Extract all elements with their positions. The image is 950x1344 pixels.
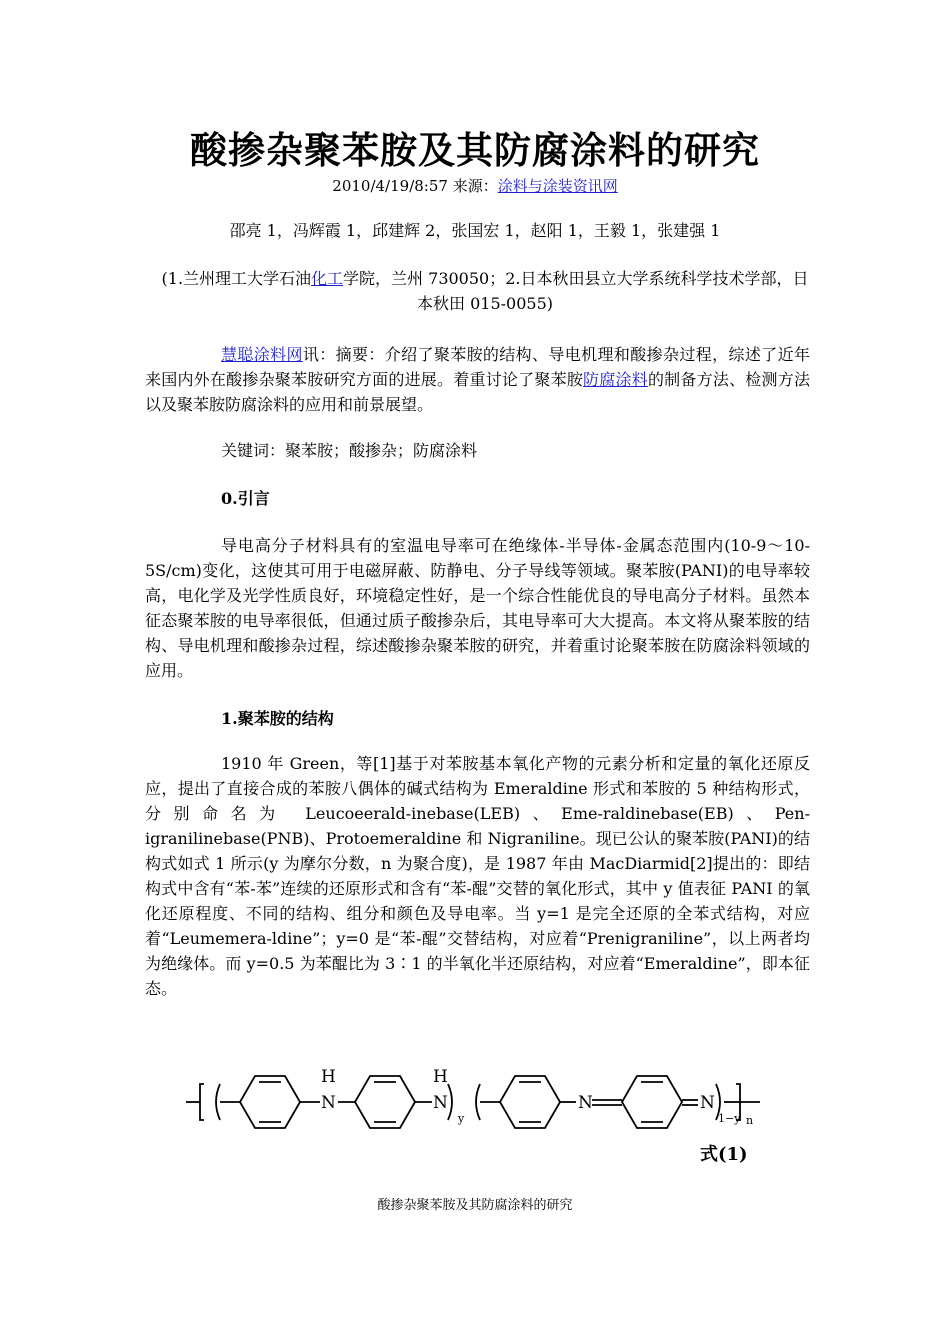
affiliation-part1: (1.兰州理工大学石油 <box>161 269 312 288</box>
abstract-paragraph <box>145 342 810 417</box>
polyaniline-structure-formula <box>180 1062 780 1172</box>
benzene-ring-3 <box>500 1076 560 1128</box>
article-meta <box>0 175 950 197</box>
nh-nitrogen-1: N <box>321 1093 336 1113</box>
author-list: 邵亮 1，冯辉霞 1，邱建辉 2，张国宏 1，赵阳 1，王毅 1，张建强 1 <box>229 221 721 240</box>
date-source-text: 2010/4/19/8:57 来源： <box>332 177 498 195</box>
benzene-ring-2 <box>355 1076 415 1128</box>
affiliation-part2: 学院，兰州 730050；2.日本秋田县立大学系统科学技术学部，日本秋田 015-0055) <box>343 269 809 313</box>
subscript-1-minus-y: 1−y <box>718 1112 741 1125</box>
subscript-n: n <box>746 1114 754 1127</box>
section-0-body: 导电高分子材料具有的室温电导率可在绝缘体-半导体-金属态范围内(10-9～10-5S/cm)变化，这使其可用于电磁屏蔽、防静电、分子导线等领域。聚苯胺(PANI)的电导率较高，电化学及光学性质良好，环境稳定性好，是一个综合性能优良的导电高分子材料。虽然本征态聚苯胺的电导率很低，但通过质子酸掺杂后，其电导率可大大提高。本文将从聚苯胺的结构、导电机理和酸掺杂过程，综述酸掺杂聚苯胺的研究，并着重讨论聚苯胺在防腐涂料领域的应用。 <box>145 536 810 680</box>
nh-hydrogen-1: H <box>321 1067 336 1087</box>
page-title: 酸掺杂聚苯胺及其防腐涂料的研究 <box>190 128 760 172</box>
affiliation <box>160 266 810 316</box>
keywords: 关键词：聚苯胺；酸掺杂；防腐涂料 <box>221 441 478 460</box>
anticorrosion-coatings-link[interactable]: 防腐涂料 <box>583 370 648 389</box>
nh-nitrogen-2: N <box>433 1093 448 1113</box>
benzene-ring-1 <box>240 1076 300 1128</box>
formula-label: 式(1) <box>700 1144 748 1165</box>
imine-nitrogen-2: N <box>700 1093 715 1113</box>
section-1-body: 1910 年 Green，等[1]基于对苯胺基本氧化产物的元素分析和定量的氧化还原反应，提出了直接合成的苯胺八偶体的碱式结构为 Emeraldine 形式和苯胺的 5 种结构形式，分别命名为 Leucoeerald-inebase(LEB)、Eme-raldinebase(EB)、Pen-igranilinebase(PNB)、Protoemeraldine 和 Nigraniline。现已公认的聚苯胺(PANI)的结构式如式 1 所示(y 为摩尔分数，n 为聚合度)，是 1987 年由 MacDiarmid[2]提出的：即结构式中含有“苯-苯”连续的还原形式和含有“苯-醌”交替的氧化形式，其中 y 值表征 PANI 的氧化还原程度、不同的结构、组分和颜色及导电率。当 y=1 是完全还原的全苯式结构，对应着“Leumemera-ldine”；y=0 是“苯-醌”交替结构，对应着“Prenigraniline”，以上两者均为绝缘体。而 y=0.5 为苯醌比为 3∶1 的半氧化半还原结构，对应着“Emeraldine”，即本征态。 <box>145 754 810 998</box>
imine-nitrogen-1: N <box>578 1093 593 1113</box>
source-link[interactable]: 涂料与涂装资讯网 <box>497 177 618 195</box>
huicong-coatings-link[interactable]: 慧聪涂料网 <box>221 345 303 364</box>
abstract-text-2: 的制备方法、检测方法以及聚苯胺防腐涂料的应用和前景展望。 <box>145 370 810 414</box>
section-1-heading: 1.聚苯胺的结构 <box>221 709 334 728</box>
figure-caption: 酸掺杂聚苯胺及其防腐涂料的研究 <box>377 1198 573 1213</box>
abstract-text-1: 讯：摘要：介绍了聚苯胺的结构、导电机理和酸掺杂过程，综述了近年来国内外在酸掺杂聚苯胺研究方面的进展。着重讨论了聚苯胺 <box>145 345 810 389</box>
quinoid-ring <box>622 1076 682 1128</box>
section-0-heading: 0.引言 <box>221 489 270 508</box>
subscript-y: y <box>458 1112 465 1125</box>
chemical-industry-link[interactable]: 化工 <box>311 269 344 288</box>
nh-hydrogen-2: H <box>433 1067 448 1087</box>
